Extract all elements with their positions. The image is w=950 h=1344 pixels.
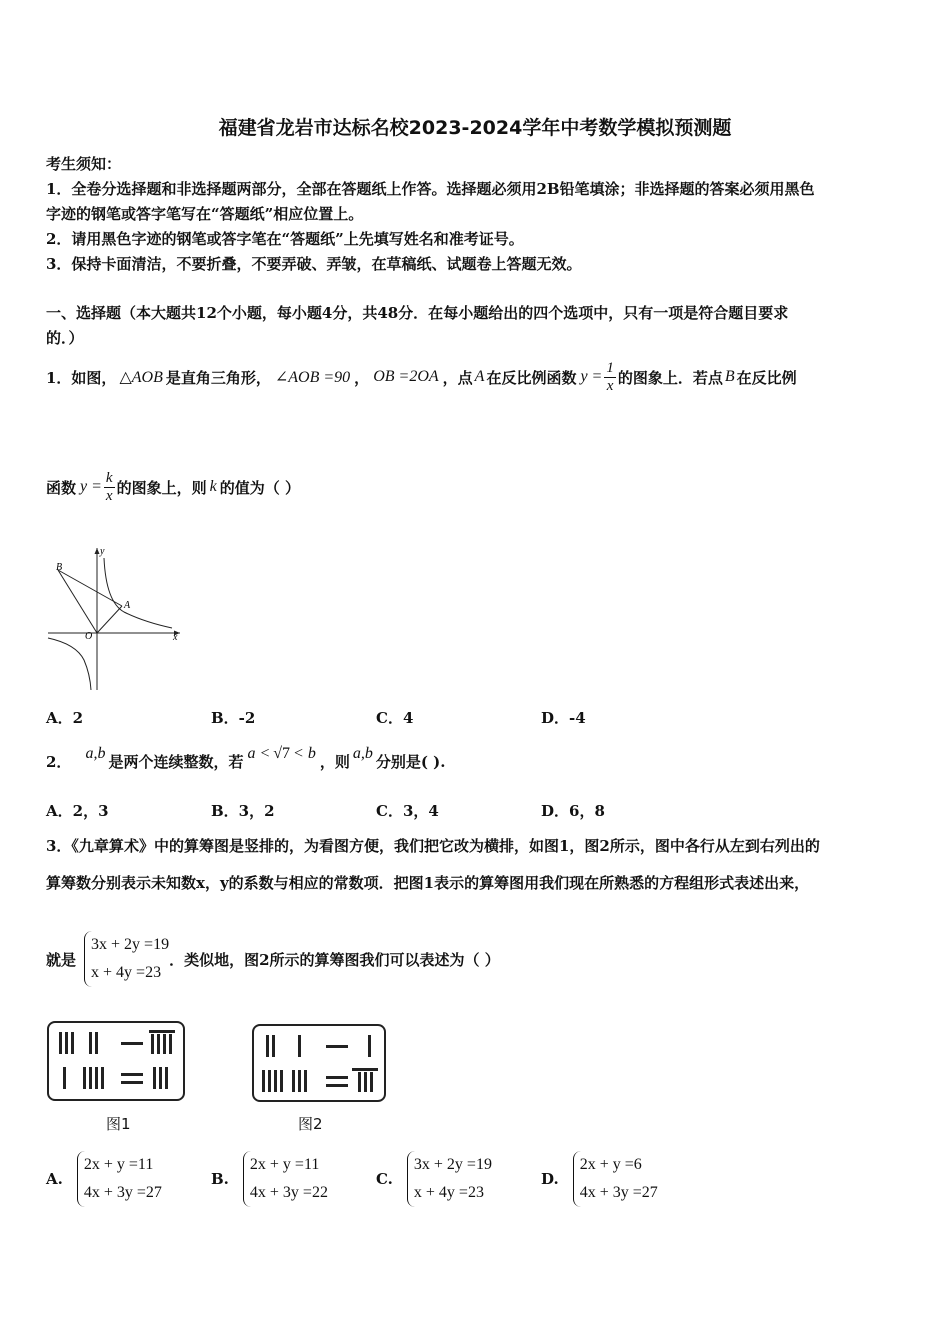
- q2-text-4: 分别是( ).: [375, 752, 446, 771]
- q1-func2-numerator: k: [105, 469, 113, 486]
- q3-option-a-label: A.: [46, 1170, 63, 1188]
- q3-option-b-eq-2: 4x + 3y =22: [249, 1184, 328, 1201]
- q1-point-b: B: [724, 368, 735, 385]
- graph-label-a: A: [124, 600, 131, 611]
- q1-text-6: 在反比例: [736, 368, 797, 387]
- segment-oa: [97, 606, 122, 633]
- rod: [262, 1070, 265, 1092]
- q1-func1-lhs: y =: [580, 368, 603, 385]
- rod: [89, 1032, 92, 1054]
- q2-option-d[interactable]: D．6，8: [541, 802, 605, 820]
- q3-option-c-label: C.: [376, 1170, 393, 1188]
- q1-func2-denominator: x: [105, 487, 113, 504]
- q1-func1-denominator: x: [606, 377, 614, 394]
- q3-option-d-label: D.: [541, 1170, 559, 1188]
- rod: [266, 1035, 269, 1057]
- q1-option-d[interactable]: D．-4: [541, 709, 586, 727]
- section-heading-line-2: 的．）: [46, 329, 84, 347]
- rod: [63, 1067, 66, 1089]
- page-title: 福建省龙岩市达标名校2023-2024学年中考数学模拟预测题: [218, 117, 732, 139]
- q3-line-2: 算筹数分别表示未知数x，y的系数与相应的常数项．把图1表示的算筹图用我们现在所熟悉的方程组形式表述出来，: [46, 874, 810, 892]
- q3-option-d-eq-1: 2x + y =6: [579, 1156, 642, 1173]
- q2-ab-2: a,b: [352, 745, 373, 762]
- q3-option-c-system: [407, 1151, 492, 1207]
- q3-figure-1-caption: 图1: [106, 1115, 131, 1133]
- q3-option-a-eq-1: 2x + y =11: [83, 1156, 154, 1173]
- notice-line-1b: 字迹的钢笔或答字笔写在“答题纸”相应位置上。: [46, 205, 364, 223]
- rod: [83, 1067, 86, 1089]
- q2-text-3: ，则: [319, 752, 350, 771]
- q1-option-c[interactable]: C．4: [376, 709, 414, 727]
- rod: [169, 1034, 172, 1054]
- q1-option-a[interactable]: A．2: [46, 709, 84, 727]
- q3-option-b[interactable]: [211, 1150, 328, 1208]
- q1-func2-lhs: y =: [80, 478, 102, 495]
- graph-label-x: x: [173, 632, 178, 643]
- rod: [298, 1035, 301, 1057]
- rod: [274, 1070, 277, 1092]
- rod: [153, 1067, 156, 1089]
- q3-system-eq-1: 3x + 2y =19: [91, 936, 170, 953]
- q1-triangle: △AOB: [119, 369, 163, 386]
- q2-ab-1: a,b: [85, 745, 106, 762]
- q1-point-a: A: [474, 368, 485, 385]
- rod: [89, 1067, 92, 1089]
- q3-option-b-label: B.: [211, 1170, 229, 1188]
- rod: [149, 1030, 175, 1033]
- rod: [157, 1034, 160, 1054]
- graph-label-y: y: [100, 546, 105, 557]
- rod: [304, 1070, 307, 1092]
- q3-figure-1-board: [47, 1021, 185, 1101]
- q1-line-1: [46, 352, 797, 402]
- rod: [272, 1035, 275, 1057]
- segment-ob: [58, 570, 97, 633]
- segment-ab: [58, 570, 122, 606]
- q1-text-5: 的图象上．若点: [617, 368, 723, 387]
- q3-figure-2-caption: 图2: [298, 1115, 323, 1133]
- rod: [163, 1034, 166, 1054]
- q3-option-d[interactable]: [541, 1150, 658, 1208]
- q2-sqrt7: √7: [273, 745, 291, 762]
- q2-text-1: 2．: [46, 752, 72, 771]
- q1-text-3: ，点: [442, 368, 473, 387]
- q2-line: [46, 744, 445, 778]
- rod: [352, 1068, 378, 1071]
- q3-option-b-eq-1: 2x + y =11: [249, 1156, 320, 1173]
- y-axis-arrow-icon: [95, 548, 100, 554]
- q1-text-9: 的值为（ ）: [219, 478, 300, 497]
- q1-func2-fraction: [104, 470, 115, 505]
- rod: [121, 1073, 143, 1076]
- rod: [95, 1032, 98, 1054]
- rod: [71, 1032, 74, 1054]
- q1-text-7: 函数: [46, 478, 77, 497]
- rod: [121, 1042, 143, 1045]
- q3-line-1: 3．《九章算术》中的算筹图是竖排的，为看图方便，我们把它改为横排，如图1，图2所示，图中各行从左到右列出的: [46, 837, 820, 855]
- q2-option-b[interactable]: B．3，2: [211, 802, 275, 820]
- q2-ineq-a: a <: [247, 745, 271, 762]
- rod: [165, 1067, 168, 1089]
- rod: [65, 1032, 68, 1054]
- q2-ineq-b: < b: [293, 745, 316, 762]
- rod: [326, 1045, 348, 1048]
- q1-func1-numerator: 1: [606, 359, 614, 376]
- q3-system-eq-2: x + 4y =23: [91, 964, 162, 981]
- rod: [151, 1034, 154, 1054]
- q3-option-c[interactable]: [376, 1150, 492, 1208]
- q3-line-3: [46, 930, 500, 988]
- q1-comma: ，: [354, 368, 370, 387]
- rod: [364, 1072, 367, 1092]
- q1-graph: [44, 540, 184, 692]
- graph-label-b: B: [56, 562, 63, 573]
- notice-heading: 考生须知：: [46, 155, 122, 173]
- q1-ob-eq: OB =2OA: [373, 368, 439, 385]
- q3-figure-2-board: [252, 1024, 386, 1102]
- q3-text-jiushi: 就是: [46, 950, 77, 969]
- q3-option-d-system: [573, 1151, 658, 1207]
- q3-option-a[interactable]: [46, 1150, 162, 1208]
- rod: [159, 1067, 162, 1089]
- q2-text-2: 是两个连续整数，若: [108, 752, 244, 771]
- q3-option-a-eq-2: 4x + 3y =27: [83, 1184, 162, 1201]
- notice-line-3: 3．保持卡面清洁，不要折叠，不要弄破、弄皱，在草稿纸、试题卷上答题无效。: [46, 255, 582, 273]
- q1-angle: ∠AOB =90: [274, 369, 351, 386]
- q1-option-b[interactable]: B．-2: [211, 709, 256, 727]
- rod: [326, 1076, 348, 1079]
- rod: [280, 1070, 283, 1092]
- q1-text-8: 的图象上，则: [116, 478, 207, 497]
- q1-text-2: 是直角三角形，: [165, 368, 271, 387]
- curve-branch-q3: [48, 638, 91, 690]
- rod: [101, 1067, 104, 1089]
- notice-line-2: 2．请用黑色字迹的钢笔或答字笔在“答题纸”上先填写姓名和准考证号。: [46, 230, 524, 248]
- q2-option-a[interactable]: A．2，3: [46, 802, 109, 820]
- q3-option-c-eq-2: x + 4y =23: [413, 1184, 484, 1201]
- q1-line-2: [46, 462, 300, 512]
- rod: [370, 1072, 373, 1092]
- rod: [368, 1035, 371, 1057]
- q3-text-after: ．类似地，图2所示的算筹图我们可以表述为（ ）: [169, 950, 500, 969]
- q3-option-d-eq-2: 4x + 3y =27: [579, 1184, 658, 1201]
- rod: [298, 1070, 301, 1092]
- rod: [121, 1081, 143, 1084]
- q1-text-1: 1．如图，: [46, 368, 117, 387]
- rod: [358, 1072, 361, 1092]
- rod: [268, 1070, 271, 1092]
- q2-option-c[interactable]: C．3，4: [376, 802, 439, 820]
- q1-func1-fraction: [604, 360, 616, 395]
- rod: [59, 1032, 62, 1054]
- rod: [292, 1070, 295, 1092]
- q3-option-c-eq-1: 3x + 2y =19: [413, 1156, 492, 1173]
- q3-system: [84, 931, 169, 987]
- notice-line-1a: 1．全卷分选择题和非选择题两部分，全部在答题纸上作答。选择题必须用2B铅笔填涂；非选择题的答案必须用黑色: [46, 180, 815, 198]
- graph-label-o: O: [85, 631, 93, 642]
- curve-branch-q1: [104, 558, 172, 628]
- rod: [95, 1067, 98, 1089]
- rod: [326, 1084, 348, 1087]
- q1-text-4: 在反比例函数: [486, 368, 577, 387]
- q3-option-b-system: [243, 1151, 328, 1207]
- q3-option-a-system: [77, 1151, 162, 1207]
- q1-k: k: [209, 478, 217, 495]
- section-heading-line-1: 一、选择题（本大题共12个小题，每小题4分，共48分．在每小题给出的四个选项中，只有一项是符合题目要求: [46, 304, 789, 322]
